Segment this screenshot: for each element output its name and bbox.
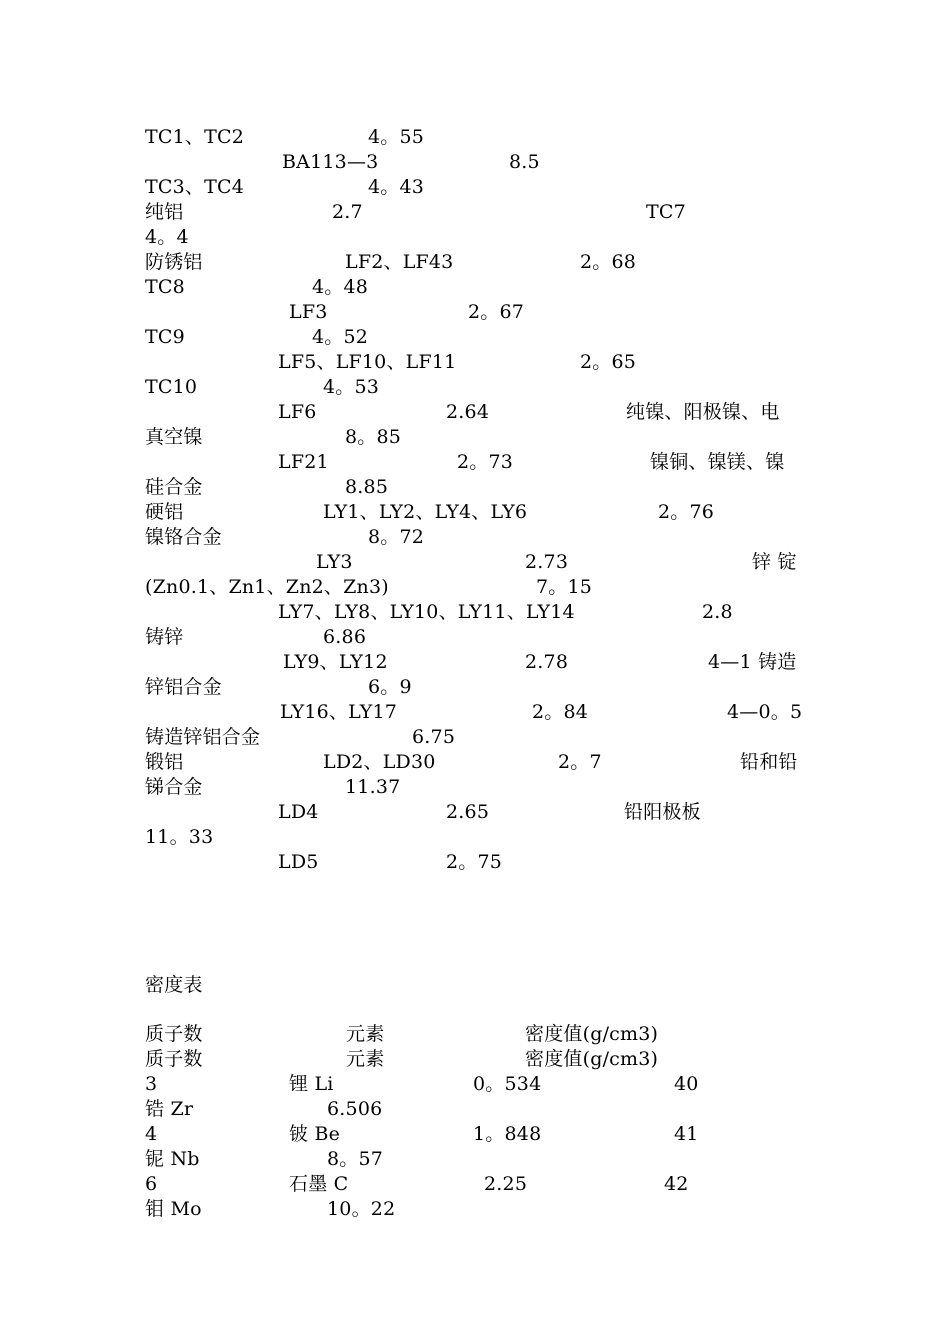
table-cell: 钼 Mo (145, 1198, 202, 1220)
text-value: 4。43 (368, 176, 425, 198)
text-value: 8。85 (345, 426, 402, 448)
text-value: 2.8 (702, 601, 733, 623)
text-line: LY7、LY8、LY10、LY11、LY14 (278, 601, 575, 623)
text-line: TC9 (145, 326, 185, 348)
text-line: TC1、TC2 (145, 126, 244, 148)
text-line: 防锈铝 (145, 251, 203, 273)
text-line: 镍铬合金 (145, 526, 222, 548)
text-value: 6.75 (412, 726, 456, 748)
text-line: 纯镍、阳极镍、电 (626, 401, 780, 423)
text-value: 7。15 (536, 576, 593, 598)
text-line: BA113—3 (282, 151, 379, 173)
text-line: 铅和铅 (740, 751, 798, 773)
text-value: 4。48 (312, 276, 369, 298)
text-line: 硬铝 (145, 501, 184, 523)
table-cell: 4 (145, 1123, 158, 1145)
text-line: LF21 (278, 451, 329, 473)
table-cell: 3 (145, 1073, 158, 1095)
text-value: 2。67 (468, 301, 525, 323)
text-value: 2。65 (580, 351, 637, 373)
table-cell: 8。57 (327, 1148, 384, 1170)
text-value: 2。84 (532, 701, 589, 723)
table-cell: 40 (674, 1073, 699, 1095)
text-line: LF6 (278, 401, 317, 423)
text-value: 2.73 (525, 551, 569, 573)
text-line: TC3、TC4 (145, 176, 244, 198)
text-value: 2。76 (658, 501, 715, 523)
text-line: TC7 (646, 201, 686, 223)
text-line: 纯铝 (145, 201, 184, 223)
text-line: LD5 (278, 851, 319, 873)
text-line: 铸造锌铝合金 (145, 726, 261, 748)
text-value: 2。68 (580, 251, 637, 273)
text-value: 2.7 (332, 201, 363, 223)
text-line: LF5、LF10、LF11 (278, 351, 457, 373)
text-line: LY9、LY12 (283, 651, 388, 673)
text-value: 6.86 (323, 626, 367, 648)
text-line: LD2、LD30 (323, 751, 436, 773)
table-cell: 41 (674, 1123, 699, 1145)
text-value: 4。52 (312, 326, 369, 348)
table-cell: 铌 Nb (145, 1148, 200, 1170)
table-cell: 10。22 (327, 1198, 396, 1220)
text-line: 真空镍 (145, 426, 203, 448)
text-value: 2。7 (558, 751, 602, 773)
text-value: 4。53 (323, 376, 380, 398)
density-table-title: 密度表 (145, 974, 203, 996)
text-value: 8.5 (509, 151, 540, 173)
text-line: 镍铜、镍镁、镍 (650, 451, 785, 473)
text-value: 2。73 (457, 451, 514, 473)
text-line: 4—0。5 (727, 701, 803, 723)
table-header-cell: 元素 (346, 1023, 385, 1045)
table-cell: 锆 Zr (145, 1098, 194, 1120)
text-line: 铸锌 (145, 626, 184, 648)
table-cell: 0。534 (473, 1073, 542, 1095)
text-line: 锌铝合金 (145, 676, 222, 698)
text-value: 4。55 (368, 126, 425, 148)
text-line: 锑合金 (145, 776, 203, 798)
text-value: 6。9 (368, 676, 412, 698)
table-cell: 锂 Li (289, 1073, 334, 1095)
text-value: 11。33 (145, 826, 214, 848)
text-line: LY3 (316, 551, 353, 573)
text-line: 硅合金 (145, 476, 203, 498)
text-line: 4—1 铸造 (708, 651, 797, 673)
text-value: 11.37 (345, 776, 401, 798)
table-header-cell: 密度值(g/cm3) (525, 1048, 659, 1070)
text-line: LY1、LY2、LY4、LY6 (323, 501, 528, 523)
text-value: 2.78 (525, 651, 569, 673)
text-line: LF2、LF43 (345, 251, 454, 273)
table-cell: 2.25 (484, 1173, 528, 1195)
text-line: TC8 (145, 276, 185, 298)
text-value: 4。4 (145, 226, 189, 248)
table-cell: 1。848 (473, 1123, 542, 1145)
table-header-cell: 元素 (346, 1048, 385, 1070)
table-header-cell: 质子数 (145, 1023, 203, 1045)
text-value: 8。72 (368, 526, 425, 548)
text-line: LD4 (278, 801, 319, 823)
text-line: (Zn0.1、Zn1、Zn2、Zn3) (145, 576, 389, 598)
table-cell: 6 (145, 1173, 158, 1195)
table-header-cell: 密度值(g/cm3) (525, 1023, 659, 1045)
text-line: 锌 锭 (752, 551, 797, 573)
text-line: LF3 (289, 301, 328, 323)
text-value: 2。75 (446, 851, 503, 873)
table-cell: 42 (664, 1173, 689, 1195)
text-value: 2.65 (446, 801, 490, 823)
table-cell: 6.506 (327, 1098, 383, 1120)
text-value: 2.64 (446, 401, 490, 423)
text-line: TC10 (145, 376, 198, 398)
table-cell: 石墨 C (289, 1173, 349, 1195)
text-line: LY16、LY17 (280, 701, 398, 723)
table-cell: 铍 Be (289, 1123, 341, 1145)
text-value: 8.85 (345, 476, 389, 498)
table-header-cell: 质子数 (145, 1048, 203, 1070)
text-line: 锻铝 (145, 751, 184, 773)
text-line: 铅阳极板 (624, 801, 701, 823)
